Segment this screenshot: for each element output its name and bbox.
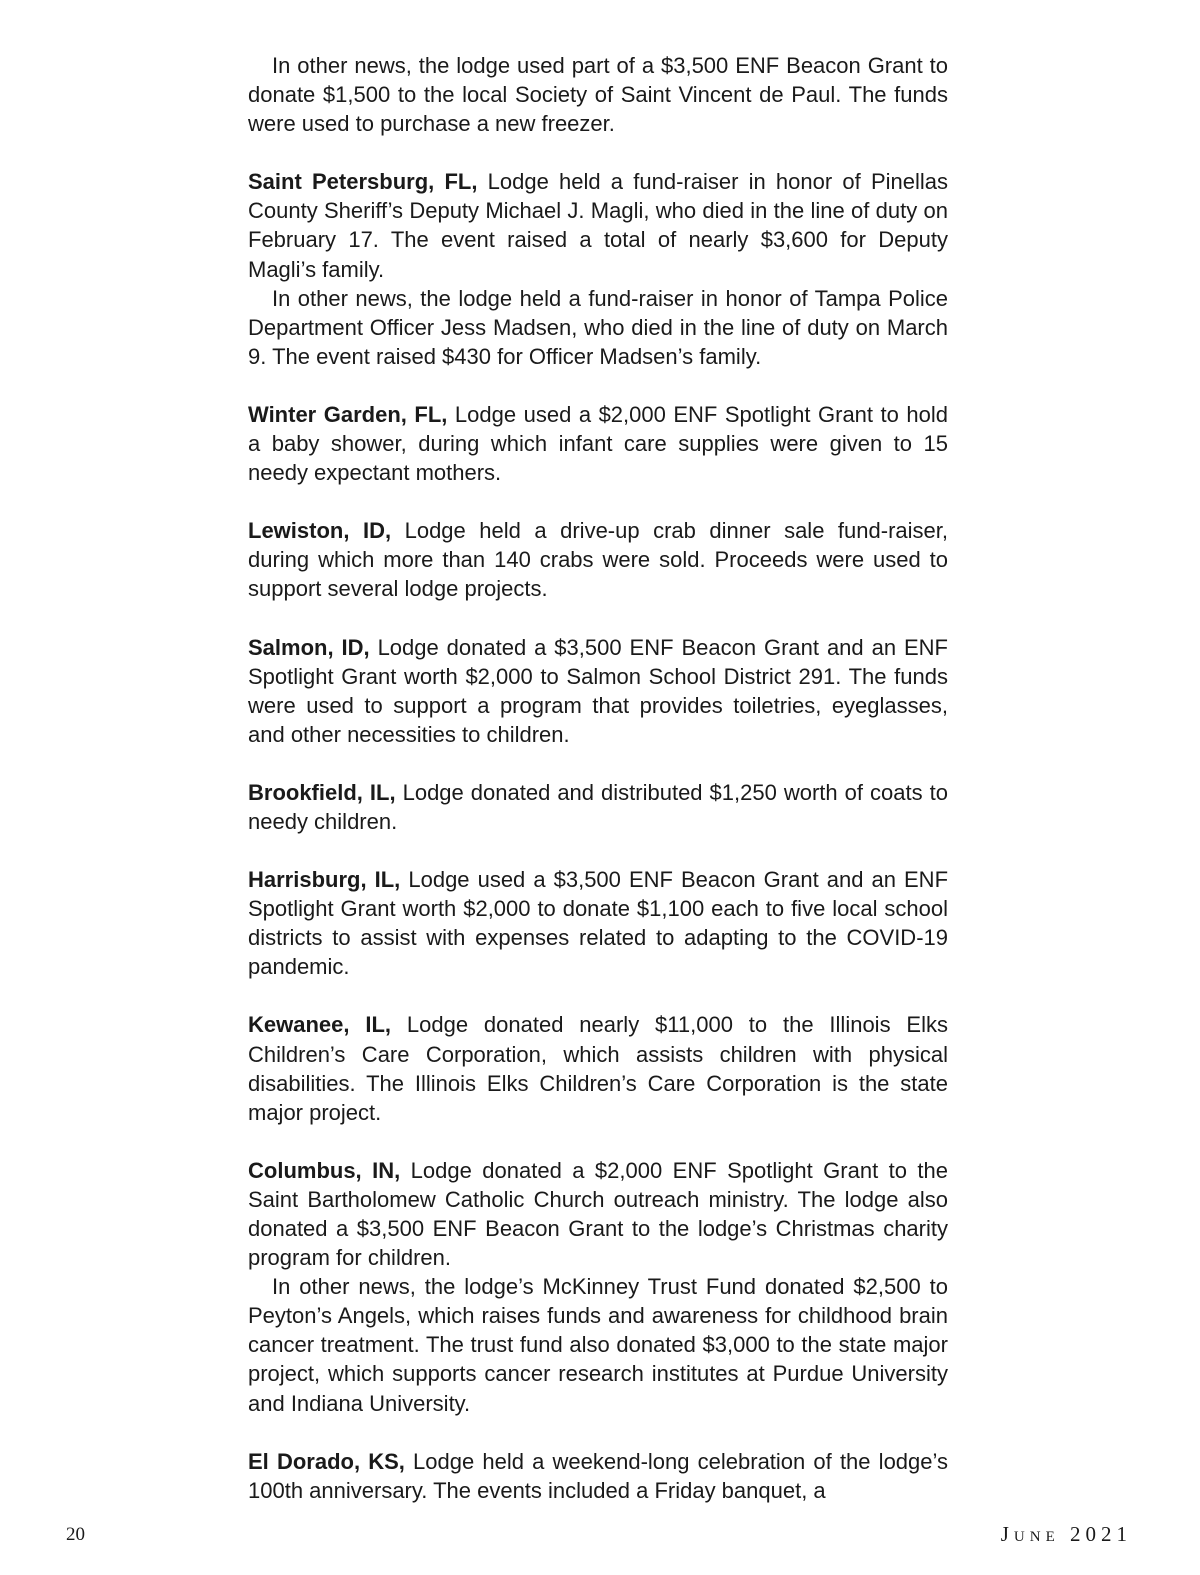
- entry-saint-petersburg: [248, 167, 948, 371]
- entry-more-paragraph: In other news, the lodge’s McKinney Trust Fund donated $2,500 to Peyton’s Angels, which raises funds and awareness for childhood brain cancer treatment. The trust fund also donated $3,000 to the state major project, which supports cancer research institutes at Purdue University and Indiana University.: [248, 1274, 948, 1416]
- entry-kewanee: [248, 1010, 948, 1126]
- entry-paragraph: [248, 516, 948, 603]
- lodge-name: Brookfield, IL,: [248, 779, 396, 805]
- entry-text: Lodge donated a $2,000 ENF Spotlight Grant to the Saint Bartholomew Catholic Church outreach ministry. The lodge also donated a $3,500 ENF Beacon Grant to the lodge’s Christmas charity program for children.: [248, 1157, 948, 1271]
- entry-text: Lodge donated and distributed $1,250 worth of coats to needy children.: [248, 779, 948, 834]
- article-column: [248, 51, 948, 1505]
- entry-paragraph: [248, 1447, 948, 1505]
- entry-paragraph: [248, 865, 948, 981]
- entry-paragraph: [248, 1010, 948, 1126]
- entry-paragraph: [248, 1156, 948, 1272]
- entry-text: Lodge used a $3,500 ENF Beacon Grant and an ENF Spotlight Grant worth $2,000 to donate $1,100 each to five local school districts to assist with expenses related to adapting to the COVID-19 pandemic.: [248, 867, 949, 980]
- entry-columbus: [248, 1156, 948, 1418]
- entry-winter-garden: [248, 400, 948, 487]
- page-number: 20: [66, 1524, 85, 1545]
- entry-paragraph: [248, 400, 948, 487]
- entry-text: Lodge donated a $3,500 ENF Beacon Grant and an ENF Spotlight Grant worth $2,000 to Salmon School District 291. The funds were used to support a program that provides toiletries, eyeglasses, and other necessities to children.: [248, 634, 948, 747]
- entry-brookfield: [248, 778, 948, 836]
- entry-salmon: [248, 633, 948, 749]
- issue-date: June 2021: [1000, 1522, 1132, 1546]
- entry-text: Lodge held a weekend-long celebration of the lodge’s 100th anniversary. The events included a Friday banquet, a: [248, 1448, 948, 1503]
- entry-harrisburg: [248, 865, 948, 981]
- entry-text: Lodge used a $2,000 ENF Spotlight Grant to hold a baby shower, during which infant care supplies were given to 15 needy expectant mothers.: [248, 401, 948, 486]
- lodge-name: Columbus, IN,: [248, 1157, 401, 1183]
- lodge-name: Salmon, ID,: [248, 634, 370, 660]
- lodge-name: El Dorado, KS,: [248, 1448, 405, 1474]
- entry-continuation: [248, 51, 948, 138]
- lodge-name: Kewanee, IL,: [248, 1012, 392, 1038]
- entry-paragraph: [248, 778, 948, 836]
- entry-text: Lodge donated nearly $11,000 to the Illinois Elks Children’s Care Corporation, which assists children with physical disabilities. The Illinois Elks Children’s Care Corporation is the state major project.: [248, 1012, 948, 1125]
- entry-text: Lodge held a drive-up crab dinner sale fund-raiser, during which more than 140 crabs were sold. Proceeds were used to support several lodge projects.: [248, 518, 948, 602]
- entry-more-paragraph: In other news, the lodge held a fund-raiser in honor of Tampa Police Department Officer Jess Madsen, who died in the line of duty on March 9. The event raised $430 for Officer Madsen’s family.: [248, 285, 948, 369]
- lodge-name: Lewiston, ID,: [248, 518, 392, 544]
- entry-paragraph: [248, 167, 948, 283]
- entry-lewiston: [248, 516, 948, 603]
- entry-text: Lodge held a fund-raiser in honor of Pinellas County Sheriff’s Deputy Michael J. Magli, who died in the line of duty on February 17. The event raised a total of nearly $3,600 for Deputy Magli’s family.: [248, 169, 948, 282]
- continuation-paragraph: In other news, the lodge used part of a $3,500 ENF Beacon Grant to donate $1,500 to the local Society of Saint Vincent de Paul. The funds were used to purchase a new freezer.: [248, 53, 948, 137]
- lodge-name: Harrisburg, IL,: [248, 867, 401, 893]
- lodge-name: Winter Garden, FL,: [248, 401, 448, 427]
- entry-paragraph: [248, 633, 948, 749]
- lodge-name: Saint Petersburg, FL,: [248, 169, 478, 195]
- entry-el-dorado: [248, 1447, 948, 1505]
